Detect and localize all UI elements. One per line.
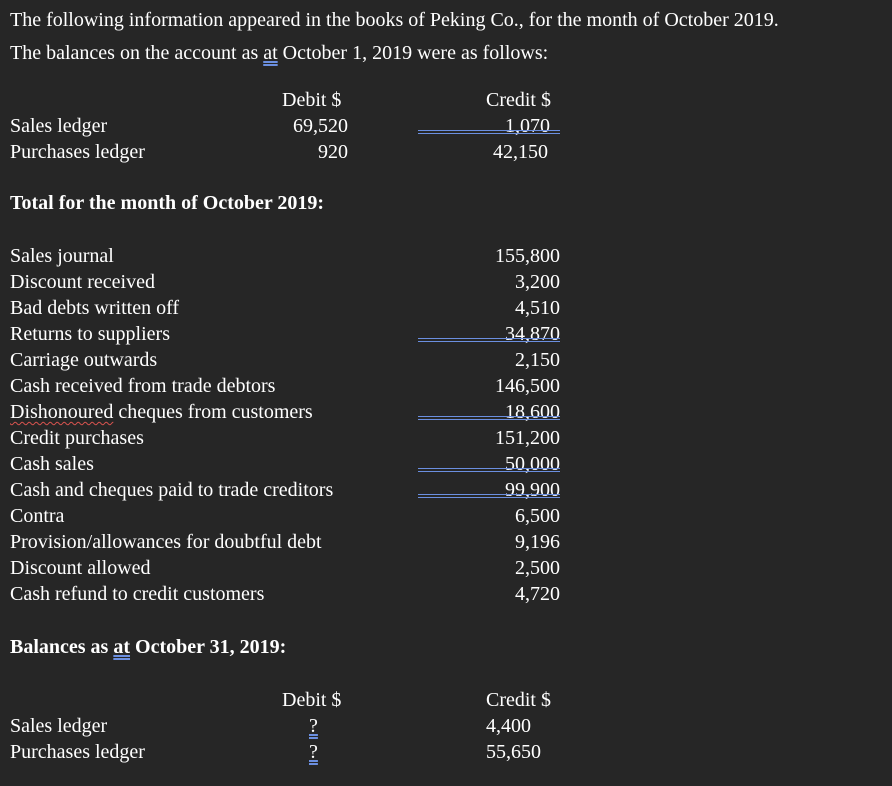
totals-row-label: Returns to suppliers (10, 323, 170, 345)
totals-heading: Total for the month of October 2019: (10, 192, 325, 214)
opening-credit-header: Credit $ (486, 89, 551, 111)
totals-row-value: 4,720 (515, 583, 560, 605)
spellcheck-word: Dishonoured (10, 401, 114, 423)
totals-row-label: Bad debts written off (10, 297, 180, 319)
closing-row-purchases-ledger-label: Purchases ledger (10, 741, 145, 763)
intro-line-2-suffix: October 1, 2019 were as follows: (277, 42, 549, 64)
totals-underline (418, 468, 560, 472)
opening-row-sales-ledger-debit: 69,520 (293, 115, 348, 137)
totals-row-value: 34,870 (505, 323, 560, 345)
totals-row-label: Provision/allowances for doubtful debt (10, 531, 322, 553)
totals-row-label: Carriage outwards (10, 349, 158, 371)
totals-row-value: 2,150 (515, 349, 560, 371)
totals-row-label: Contra (10, 505, 65, 527)
totals-row-value: 151,200 (495, 427, 560, 449)
opening-row-purchases-ledger-label: Purchases ledger (10, 141, 145, 163)
opening-row-purchases-ledger-debit: 920 (318, 141, 348, 163)
totals-row-label: Cash received from trade debtors (10, 375, 276, 397)
totals-row-value: 6,500 (515, 505, 560, 527)
totals-row-value: 50,000 (505, 453, 560, 475)
totals-row-label-rest: cheques from customers (113, 401, 313, 423)
intro-line-2-at: at (263, 42, 278, 64)
totals-row-value: 146,500 (495, 375, 560, 397)
totals-row-value: 18,600 (505, 401, 560, 423)
totals-row-label: Cash sales (10, 453, 94, 475)
opening-row-purchases-ledger-credit: 42,150 (493, 141, 548, 163)
totals-row-label: Credit purchases (10, 427, 144, 449)
totals-row-value: 155,800 (495, 245, 560, 267)
totals-underline (418, 416, 560, 420)
closing-heading-at: at (113, 636, 131, 658)
totals-row-label: Cash refund to credit customers (10, 583, 265, 605)
intro-line-2-prefix: The balances on the account as (10, 42, 264, 64)
closing-row-sales-ledger-credit: 4,400 (486, 715, 531, 737)
closing-credit-header: Credit $ (486, 689, 551, 711)
totals-row-value: 3,200 (515, 271, 560, 293)
totals-row-value: 9,196 (515, 531, 560, 553)
closing-heading (10, 634, 286, 660)
totals-underline (418, 494, 560, 498)
totals-row-label: Sales journal (10, 245, 114, 267)
totals-row-label: Discount allowed (10, 557, 151, 579)
opening-row-sales-ledger-label: Sales ledger (10, 115, 108, 137)
totals-row-label: Cash and cheques paid to trade creditors (10, 479, 334, 501)
intro-line-1: The following information appeared in the books of Peking Co., for the month of October 2019. (10, 9, 779, 31)
closing-heading-suffix: October 31, 2019: (130, 636, 287, 658)
intro-line-2 (10, 40, 548, 66)
opening-row-sales-ledger-credit: 1,070 (505, 115, 550, 137)
closing-row-sales-ledger-label: Sales ledger (10, 715, 108, 737)
closing-row-sales-ledger-debit: ? (309, 715, 318, 737)
totals-underline (418, 338, 560, 342)
closing-heading-prefix: Balances as (10, 636, 114, 658)
totals-row-label-dishonoured (10, 399, 313, 425)
totals-row-value: 2,500 (515, 557, 560, 579)
opening-debit-header: Debit $ (282, 89, 342, 111)
totals-row-value: 99,900 (505, 479, 560, 501)
closing-row-purchases-ledger-debit: ? (309, 741, 318, 763)
closing-row-purchases-ledger-credit: 55,650 (486, 741, 541, 763)
closing-debit-header: Debit $ (282, 689, 342, 711)
totals-row-label: Discount received (10, 271, 155, 293)
opening-credit-underline (418, 130, 560, 134)
totals-row-value: 4,510 (515, 297, 560, 319)
